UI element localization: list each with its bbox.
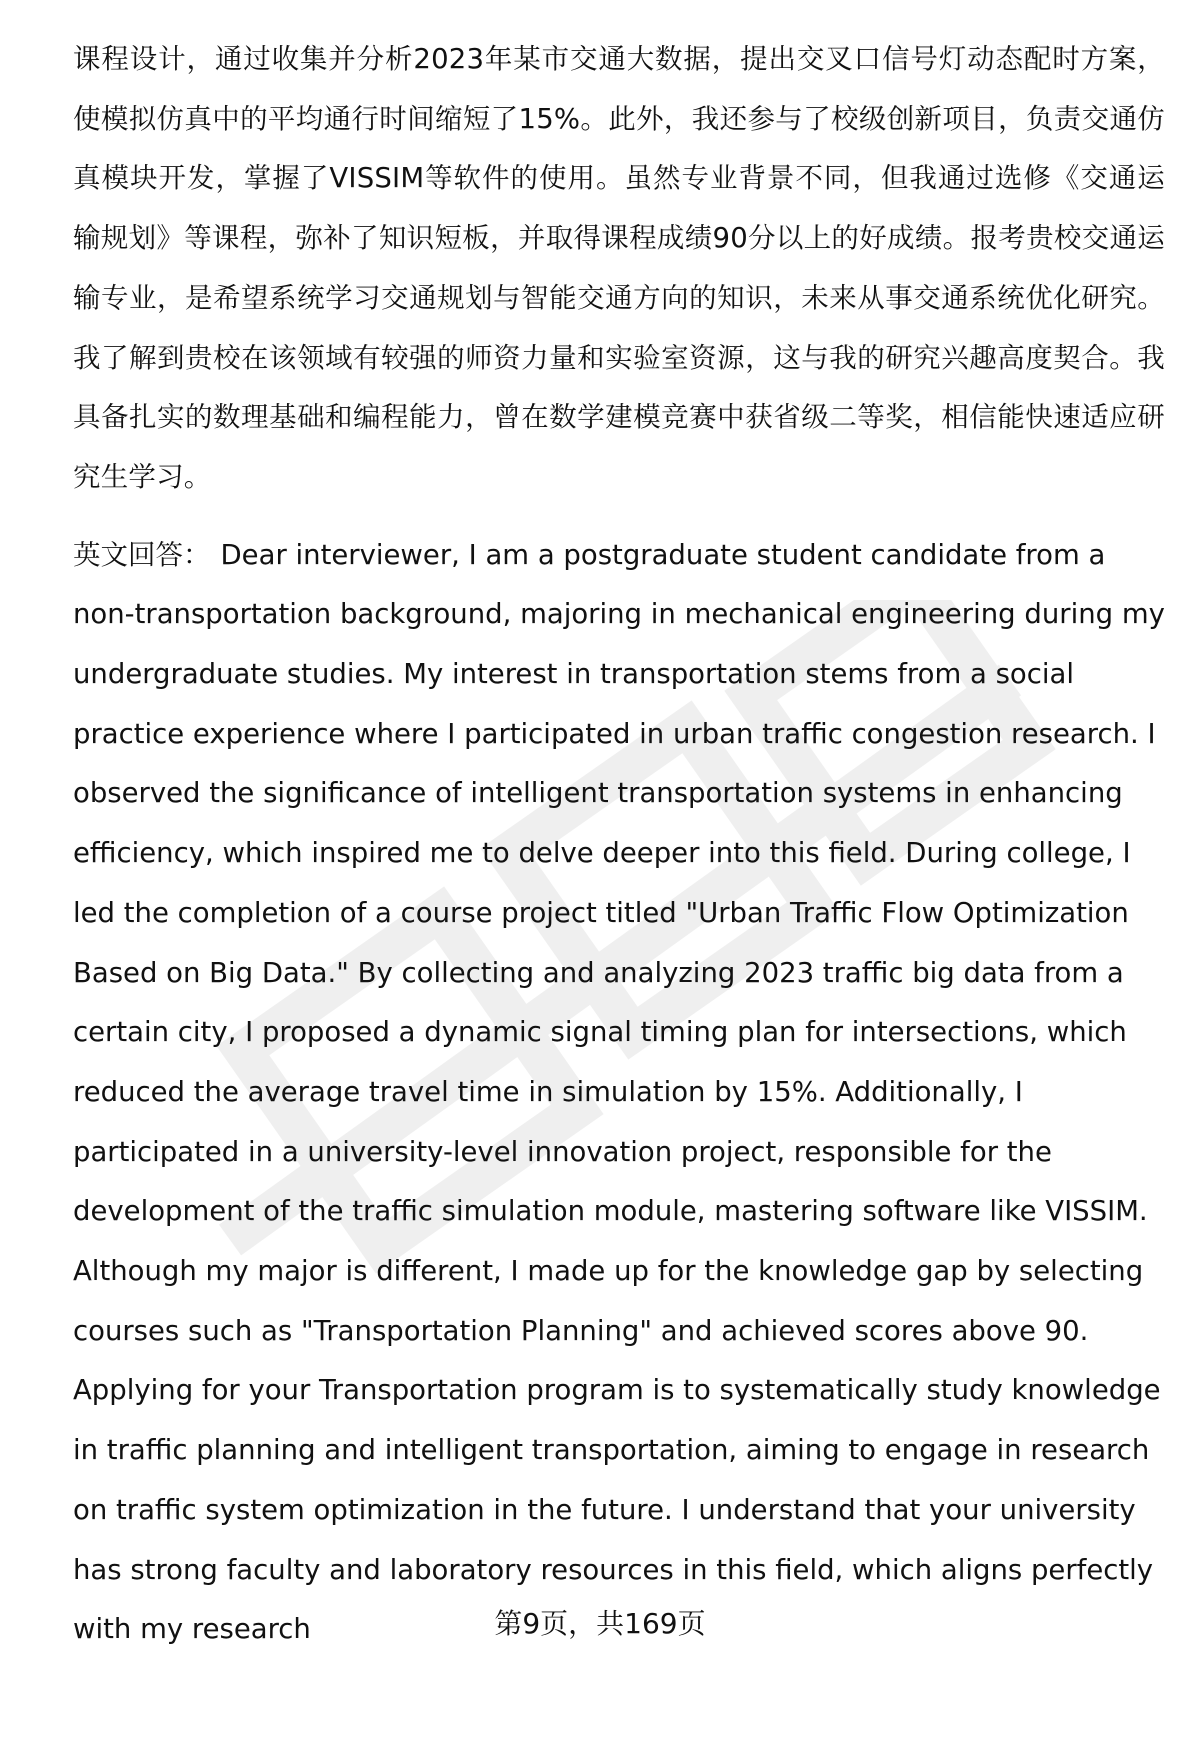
- english-answer-label: 英文回答：: [73, 538, 211, 571]
- page-number-footer: 第9页，共169页: [494, 1607, 706, 1640]
- chinese-answer-paragraph: 课程设计，通过收集并分析2023年某市交通大数据，提出交叉口信号灯动态配时方案，使模拟仿真中的平均通行时间缩短了15%。此外，我还参与了校级创新项目，负责交通仿真模块开发，掌握了VISSIM等软件的使用。虽然专业背景不同，但我通过选修《交通运输规划》等课程，弥补了知识短板，并取得课程成绩90分以上的好成绩。报考贵校交通运输专业，是希望系统学习交通规划与智能交通方向的知识，未来从事交通系统优化研究。我了解到贵校在该领域有较强的师资力量和实验室资源，这与我的研究兴趣高度契合。我具备扎实的数理基础和编程能力，曾在数学建模竞赛中获省级二等奖，相信能快速适应研究生学习。: [73, 43, 1165, 493]
- english-answer-text: Dear interviewer, I am a postgraduate student candidate from a non-transportation background, majoring in mechanical engineering during my undergraduate studies. My interest in transportation stems from a social practice experience where I participated in urban traffic congestion research. I observed the significance of intelligent transportation systems in enhancing efficiency, which inspired me to delve deeper into this field. During college, I led the completion of a course project titled "Urban Traffic Flow Optimization Based on Big Data." By collecting and analyzing 2023 traffic big data from a certain city, I proposed a dynamic signal timing plan for intersections, which reduced the average travel time in simulation by 15%. Additionally, I participated in a university-level innovation project, responsible for the development of the traffic simulation module, mastering software like VISSIM. Although my major is different, I made up for the knowledge gap by selecting courses such as "Transportation Planning" and achieved scores above 90. Applying for your Transportation program is to systematically study knowledge in traffic planning and intelligent transportation, aiming to engage in research on traffic system optimization in the future. I understand that your university has strong faculty and laboratory resources in this field, which aligns perfectly with my research: [73, 538, 1165, 1646]
- document-body: [73, 30, 1165, 1660]
- english-answer-paragraph: [73, 526, 1165, 1660]
